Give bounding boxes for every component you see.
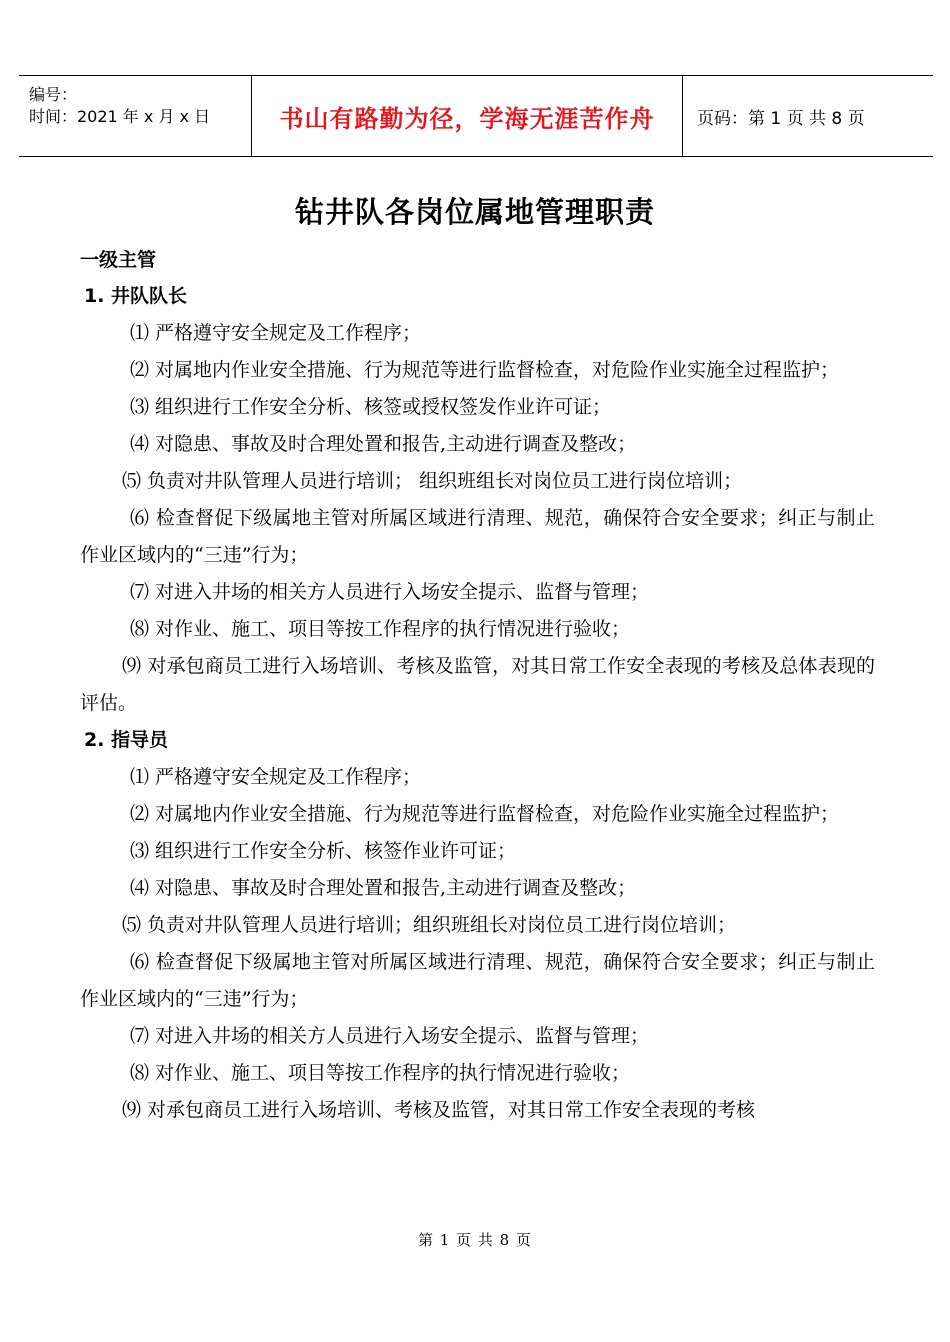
duty-item: ⑺ 对进入井场的相关方人员进行入场安全提示、监督与管理； [130,581,650,603]
duty-item: ⑶ 组织进行工作安全分析、核签作业许可证； [130,840,517,862]
duty-item: ⑻ 对作业、施工、项目等按工作程序的执行情况进行验收； [130,618,631,640]
role-block-instructor [80,722,875,1129]
document-body [80,242,875,1129]
duty-item: ⑹ 检查督促下级属地主管对所属区域进行清理、规范，确保符合安全要求；纠正与制止作业区域内的“三违”行为； [80,951,875,1010]
role-heading: 2. 指导员 [84,729,169,751]
duty-item: ⑴ 严格遵守安全规定及工作程序； [130,322,422,344]
document-time-label: 时间：2021 年 x 月 x 日 [29,107,211,126]
role-heading: 1. 井队队长 [84,285,188,307]
header-page-cell [683,76,933,156]
duty-item: ⑻ 对作业、施工、项目等按工作程序的执行情况进行验收； [130,1062,631,1084]
document-number-label: 编号： [29,85,78,104]
header-motto-cell [252,76,683,156]
duty-item: ⑶ 组织进行工作安全分析、核签或授权签发作业许可证； [130,396,612,418]
duty-item: ⑴ 严格遵守安全规定及工作程序； [130,766,422,788]
duty-item: ⑼ 对承包商员工进行入场培训、考核及监管，对其日常工作安全表现的考核及总体表现的评估。 [80,655,875,714]
motto-text: 书山有路勤为径，学海无涯苦作舟 [279,104,655,133]
duty-item: ⑵ 对属地内作业安全措施、行为规范等进行监督检查，对危险作业实施全过程监护； [130,803,840,825]
document-title: 钻井队各岗位属地管理职责 [294,195,655,229]
page-footer: 第 1 页 共 8 页 [418,1231,532,1249]
header-table [19,75,933,157]
duty-item: ⑸ 负责对井队管理人员进行培训； 组织班组长对岗位员工进行岗位培训； [122,470,743,492]
role-block-captain [80,278,875,722]
duty-item: ⑷ 对隐患、事故及时合理处置和报告,主动进行调查及整改； [130,877,637,899]
duty-item: ⑷ 对隐患、事故及时合理处置和报告,主动进行调查及整改； [130,433,637,455]
duty-item: ⑵ 对属地内作业安全措施、行为规范等进行监督检查，对危险作业实施全过程监护； [130,359,840,381]
duty-item: ⑺ 对进入井场的相关方人员进行入场安全提示、监督与管理； [130,1025,650,1047]
duty-item: ⑼ 对承包商员工进行入场培训、考核及监管，对其日常工作安全表现的考核 [122,1099,756,1121]
duty-item: ⑹ 检查督促下级属地主管对所属区域进行清理、规范，确保符合安全要求；纠正与制止作业区域内的“三违”行为； [80,507,875,566]
duty-item: ⑸ 负责对井队管理人员进行培训；组织班组长对岗位员工进行岗位培训； [122,914,737,936]
header-meta-cell [19,76,252,156]
section-heading: 一级主管 [80,249,157,271]
page-info: 页码：第 1 页 共 8 页 [697,108,865,129]
